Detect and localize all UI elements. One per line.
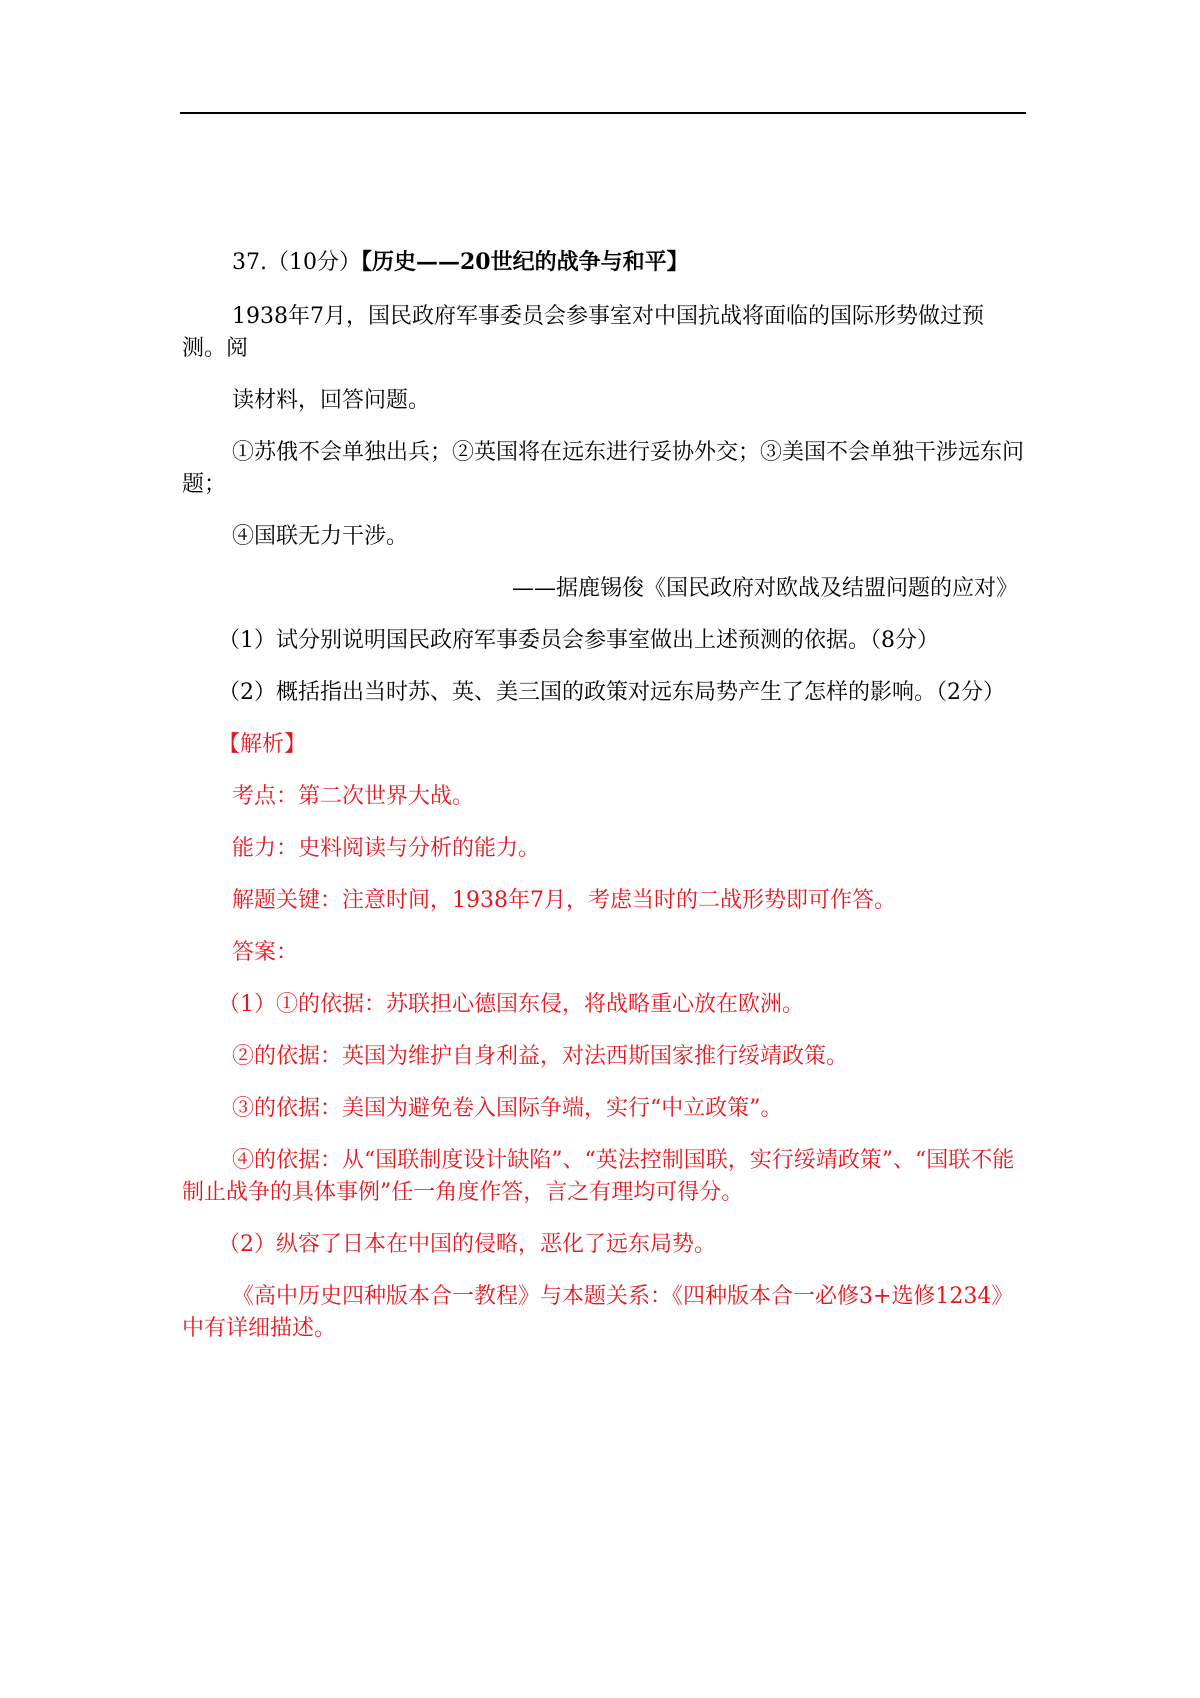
answer-2: ②的依据：英国为维护自身利益，对法西斯国家推行绥靖政策。 xyxy=(232,1044,849,1069)
question-points: （10分） xyxy=(267,250,361,275)
sub-question-1: （1）试分别说明国民政府军事委员会参事室做出上述预测的依据。（8分） xyxy=(218,628,939,653)
answer-5: （2）纵容了日本在中国的侵略，恶化了远东局势。 xyxy=(218,1232,716,1257)
analysis-nengli: 能力：史料阅读与分析的能力。 xyxy=(232,836,541,861)
textbook-relation: 《高中历史四种版本合一教程》与本题关系：《四种版本合一必修3+选修1234》中有详细描述。 xyxy=(182,1284,1014,1341)
answer-3: ③的依据：美国为避免卷入国际争端，实行“中立政策”。 xyxy=(232,1096,783,1121)
question-heading xyxy=(182,246,1026,279)
header-rule xyxy=(180,112,1026,114)
material-source: ——据鹿锡俊《国民政府对欧战及结盟问题的应对》 xyxy=(511,576,1018,601)
question-number: 37. xyxy=(232,250,267,275)
material-text: ①苏俄不会单独出兵；②英国将在远东进行妥协外交；③美国不会单独干涉远东问题； xyxy=(182,440,1025,497)
question-topic: 【历史——20世纪的战争与和平】 xyxy=(361,249,689,275)
question-intro: 1938年7月，国民政府军事委员会参事室对中国抗战将面临的国际形势做过预测。阅 xyxy=(182,304,984,361)
question-intro-cont: 读材料，回答问题。 xyxy=(232,388,431,413)
analysis-heading: 【解析】 xyxy=(218,732,307,757)
answer-1: （1）①的依据：苏联担心德国东侵，将战略重心放在欧洲。 xyxy=(218,992,804,1017)
answer-label: 答案： xyxy=(232,940,299,965)
answer-4: ④的依据：从“国联制度设计缺陷”、“英法控制国联，实行绥靖政策”、“国联不能制止战争的具体事例”任一角度作答，言之有理均可得分。 xyxy=(182,1148,1015,1205)
sub-question-2: （2）概括指出当时苏、英、美三国的政策对远东局势产生了怎样的影响。（2分） xyxy=(218,680,1005,705)
analysis-kaodian: 考点：第二次世界大战。 xyxy=(232,784,475,809)
material-text-cont: ④国联无力干涉。 xyxy=(232,524,409,549)
analysis-key: 解题关键：注意时间，1938年7月，考虑当时的二战形势即可作答。 xyxy=(232,888,896,913)
document-body xyxy=(182,246,1026,1365)
